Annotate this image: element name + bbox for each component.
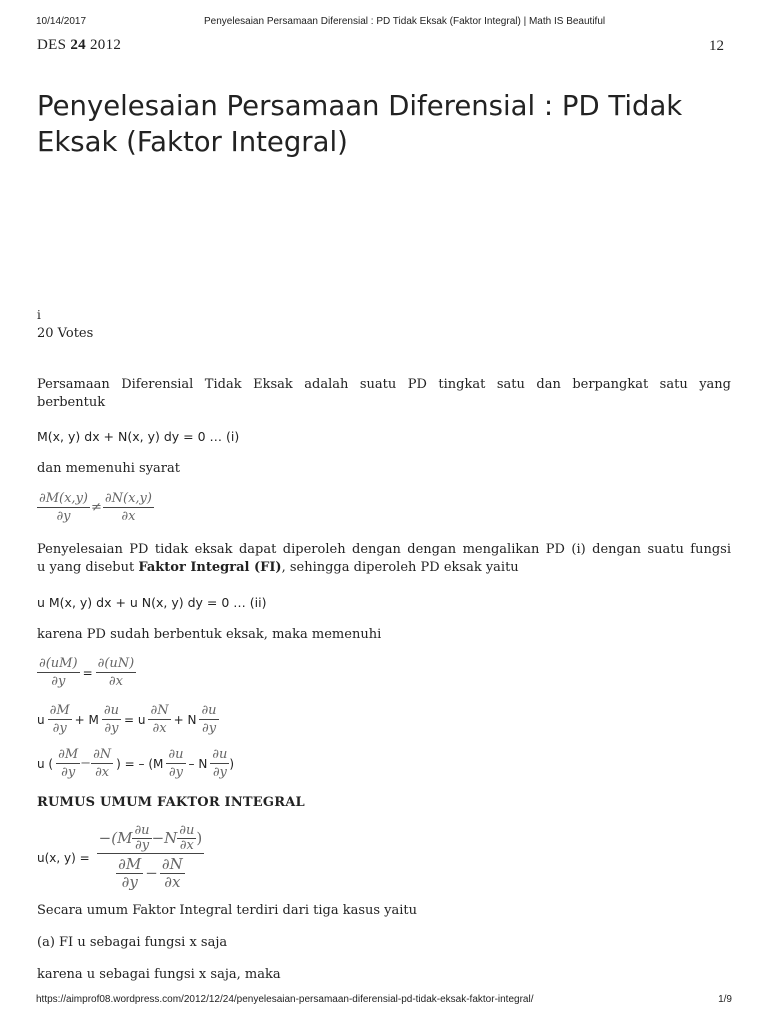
fraction: $\frac{\partial u}{\partial y}$ (168, 747, 184, 780)
expanded-equation: u $\frac{\partial M}{\partial y}$ + M $\frac{\partial u}{\partial y}$ = u $\frac{\partial N}{\partial x}$ + N $\frac{\partial u}{\partial y}$ (37, 703, 217, 736)
case-a-title: (a) FI u sebagai fungsi x saja (37, 935, 228, 950)
rearranged-equation: u ( $\frac{\partial M}{\partial y}$ − $\frac{\partial N}{\partial x}$ ) = – (M $\frac{\partial u}{\partial y}$ – N $\frac{\partial u}{\partial y}$ ) (37, 747, 235, 780)
case-a-paragraph: karena u sebagai fungsi x saja, maka (37, 967, 281, 982)
post-date-day: 24 (70, 37, 86, 53)
fraction: $\frac{\partial(uN)}{\partial x}$ (97, 656, 135, 689)
paragraph-intro: Persamaan Diferensial Tidak Eksak adalah suatu PD tingkat satu dan berpangkat satu yang (37, 377, 731, 392)
post-date (37, 37, 121, 54)
comment-count-link[interactable]: 12 (709, 38, 724, 54)
fraction: $\frac{\partial u}{\partial x}$ (179, 823, 195, 853)
fraction: $\frac{\partial M(x,y)}{\partial y}$ (39, 491, 88, 524)
fraction: $\frac{\partial N}{\partial x}$ (93, 747, 112, 780)
paragraph-exact: karena PD sudah berbentuk eksak, maka memenuhi (37, 627, 382, 642)
equation-ii: u M(x, y) dx + u N(x, y) dy = 0 … (ii) (37, 595, 267, 610)
paragraph-cases: Secara umum Faktor Integral terdiri dari tiga kasus yaitu (37, 903, 418, 918)
fraction: $\frac{\partial M}{\partial y}$ (49, 703, 70, 736)
fraction: $\frac{\partial M}{\partial y}$ (118, 855, 142, 891)
section-heading: RUMUS UMUM FAKTOR INTEGRAL (37, 795, 305, 810)
fraction: $\frac{\partial u}{\partial y}$ (134, 823, 150, 853)
fraction: $\frac{\partial N}{\partial x}$ (161, 855, 183, 891)
fraction: $\frac{\partial u}{\partial y}$ (103, 703, 119, 736)
post-date-year: 2012 (89, 37, 122, 53)
general-formula: u(x, y) = −(M $\frac{\partial u}{\partial y}$ −N $\frac{\partial u}{\partial x}$ ) $\frac{\partial M}{\partial y}$ − $\frac{\partial N}{\partial x}$ (37, 823, 203, 891)
fraction-main: −(M $\frac{\partial u}{\partial y}$ −N $\frac{\partial u}{\partial x}$ ) $\frac{\partial M}{\partial y}$ − $\frac{\partial N}{\partial x}$ (98, 823, 203, 891)
paragraph-condition: dan memenuhi syarat (37, 461, 180, 476)
condition-inequality: $\frac{\partial M(x,y)}{\partial y}$ ≠ $\frac{\partial N(x,y)}{\partial x}$ (39, 491, 152, 524)
fraction: $\frac{\partial N}{\partial x}$ (150, 703, 169, 736)
print-date: 10/14/2017 (36, 16, 87, 27)
paragraph-solution-cont: u yang disebut Faktor Integral (FI), sehingga diperoleh PD eksak yaitu (37, 560, 519, 575)
fraction: $\frac{\partial N(x,y)}{\partial x}$ (104, 491, 152, 524)
post-date-month: DES (37, 37, 67, 53)
fraction: $\frac{\partial u}{\partial y}$ (201, 703, 217, 736)
page-number: 1/9 (718, 994, 732, 1005)
vote-count: 20 Votes (37, 326, 94, 341)
term-faktor-integral: Faktor Integral (FI) (138, 560, 282, 575)
rating-info-icon[interactable]: i (37, 308, 41, 322)
fraction: $\frac{\partial u}{\partial y}$ (212, 747, 228, 780)
fraction: $\frac{\partial M}{\partial y}$ (58, 747, 79, 780)
fraction: $\frac{\partial(uM)}{\partial y}$ (39, 656, 78, 689)
paragraph-intro-cont: berbentuk (37, 395, 106, 410)
print-page-title: Penyelesaian Persamaan Diferensial : PD Tidak Eksak (Faktor Integral) | Math IS Beautiful (204, 16, 606, 27)
print-url[interactable]: https://aimprof08.wordpress.com/2012/12/24/penyelesaian-persamaan-diferensial-pd-tidak-eksak-faktor-integral/ (36, 994, 534, 1005)
exactness-equation: $\frac{\partial(uM)}{\partial y}$ = $\frac{\partial(uN)}{\partial x}$ (39, 656, 135, 689)
post-title: Penyelesaian Persamaan Diferensial : PD Tidak Eksak (Faktor Integral) (37, 90, 683, 158)
equation-i: M(x, y) dx + N(x, y) dy = 0 … (i) (37, 429, 240, 444)
paragraph-solution: Penyelesaian PD tidak eksak dapat diperoleh dengan dengan mengalikan PD (i) dengan suatu fungsi (37, 542, 731, 557)
